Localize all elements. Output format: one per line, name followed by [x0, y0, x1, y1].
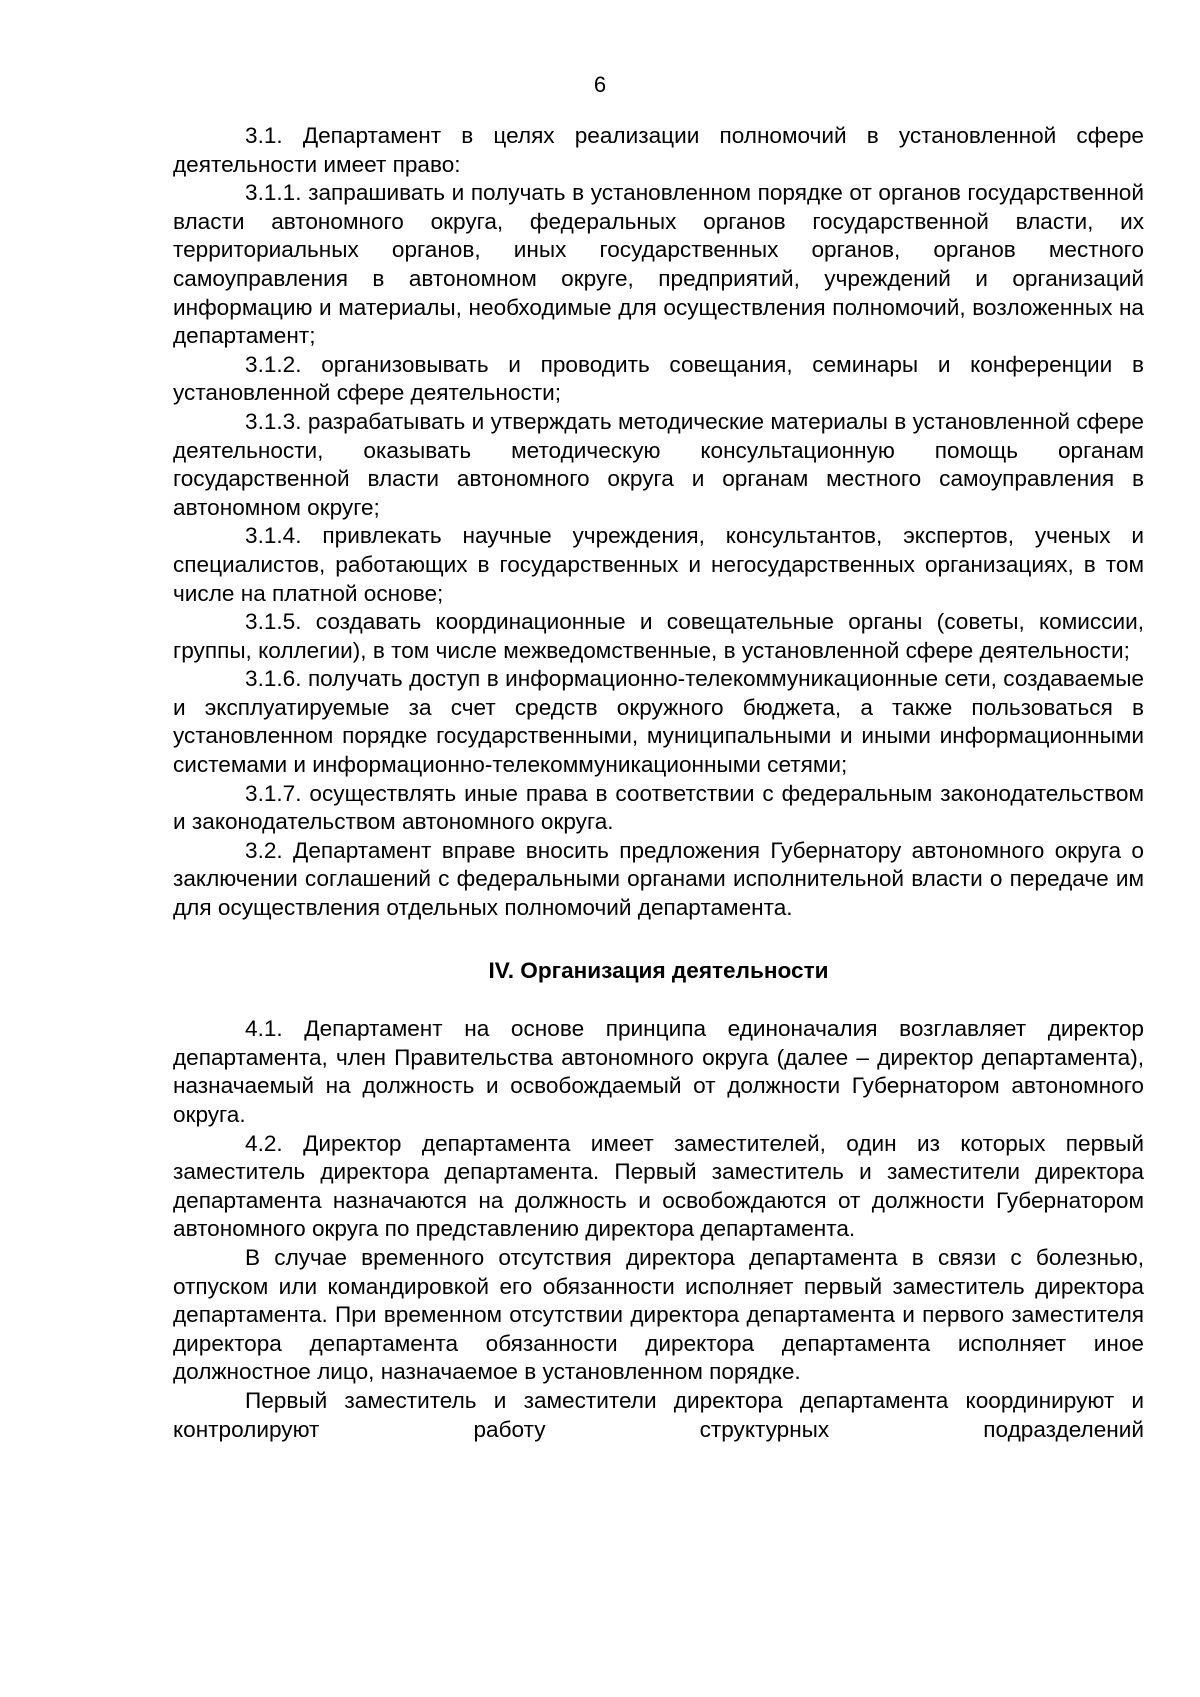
paragraph-3-1: 3.1. Департамент в целях реализации полномочий в установленной сфере деятельности имеет право:	[173, 123, 1144, 177]
paragraph-3-1-3: 3.1.3. разрабатывать и утверждать методические материалы в установленной сфере деятельности, оказывать методическую консультационную помощь органам государственной власти автономного округа и органам местного самоуправления в автономном округе;	[173, 408, 1144, 520]
paragraph-3-1-1: 3.1.1. запрашивать и получать в установленном порядке от органов государственной власти автономного округа, федеральных органов государственной власти, их территориальных органов, иных государственных органов, органов местного самоуправления в автономном округе, предприятий, учреждений и организаций информацию и материалы, необходимые для осуществления полномочий, возложенных на департамент;	[173, 180, 1144, 349]
section-heading-iv: IV. Организация деятельности	[488, 957, 829, 983]
page-number: 6	[593, 72, 607, 97]
paragraph-3-2: 3.2. Департамент вправе вносить предложения Губернатору автономного округа о заключении соглашений с федеральными органами исполнительной власти о передаче им для осуществления отдельных полномочий департамента.	[173, 837, 1144, 921]
paragraph-4-1: 4.1. Департамент на основе принципа единоначалия возглавляет директор департамента, член Правительства автономного округа (далее – директор департамента), назначаемый на должность и освобождаемый от должности Губернатором автономного округа.	[173, 1016, 1144, 1127]
paragraph-3-1-5: 3.1.5. создавать координационные и совещательные органы (советы, комиссии, группы, коллегии), в том числе межведомственные, в установленной сфере деятельности;	[173, 609, 1144, 663]
paragraph-4-2-absence: В случае временного отсутствия директора департамента в связи с болезнью, отпуском или командировкой его обязанности исполняет первый заместитель директора департамента. При временном отсутствии директора департамента и первого заместителя директора департамента обязанности директора департамента исполняет иное должностное лицо, назначаемое в установленном порядке.	[173, 1244, 1144, 1385]
paragraph-4-2-deputies: Первый заместитель и заместители директора департамента координируют и контролируют работу структурных подразделений	[173, 1387, 1144, 1442]
paragraph-3-1-6: 3.1.6. получать доступ в информационно-телекоммуникационные сети, создаваемые и эксплуатируемые за счет средств окружного бюджета, а также пользоваться в установленном порядке государственными, муниципальными и иными информационными системами и информационно-телекоммуникационными сетями;	[173, 666, 1144, 778]
paragraph-3-1-4: 3.1.4. привлекать научные учреждения, консультантов, экспертов, ученых и специалистов, работающих в государственных и негосударственных организациях, в том числе на платной основе;	[173, 523, 1144, 606]
document-body	[173, 122, 1144, 1444]
paragraph-3-1-2: 3.1.2. организовывать и проводить совещания, семинары и конференции в установленной сфере деятельности;	[173, 351, 1144, 406]
paragraph-4-2: 4.2. Директор департамента имеет заместителей, один из которых первый заместитель директора департамента. Первый заместитель и заместители директора департамента назначаются на должность и освобождаются от должности Губернатором автономного округа по представлению директора департамента.	[173, 1130, 1144, 1242]
paragraph-3-1-7: 3.1.7. осуществлять иные права в соответствии с федеральным законодательством и законодательством автономного округа.	[173, 780, 1144, 835]
